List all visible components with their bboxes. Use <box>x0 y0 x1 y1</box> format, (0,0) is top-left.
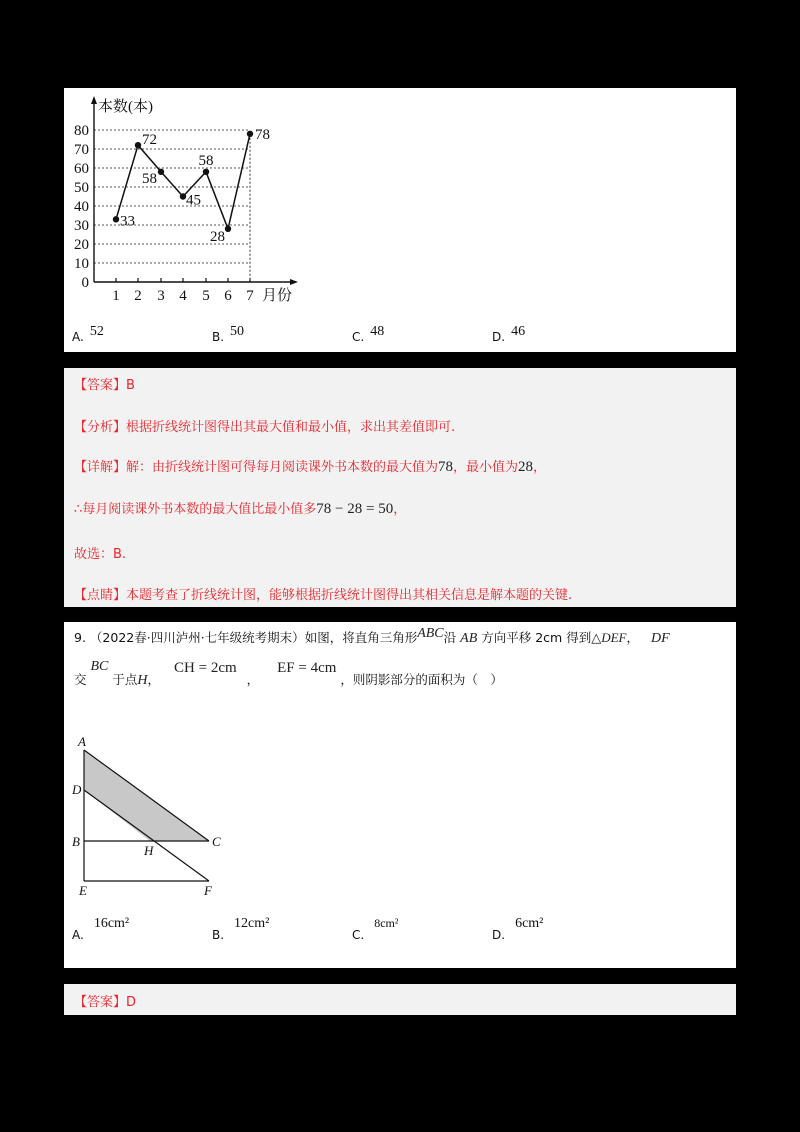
x-tick-label: 5 <box>202 288 210 304</box>
y-tick-label: 0 <box>81 275 89 291</box>
analysis-text: 根据折线统计图得出其最大值和最小值，求出其差值即可. <box>126 420 456 435</box>
answer-line <box>74 374 135 393</box>
x-tick-label: 6 <box>224 288 232 304</box>
data-line <box>116 134 250 229</box>
translation-figure <box>64 730 254 910</box>
detail-text: ， <box>393 502 407 517</box>
option-letter: D. <box>492 928 506 942</box>
segment-df: DF <box>650 631 670 646</box>
x-tick-label: 7 <box>246 288 254 304</box>
option-value: 8cm² <box>374 916 399 930</box>
question-8-answer-panel <box>64 368 736 607</box>
data-label: 33 <box>120 213 135 230</box>
q8-option-a[interactable] <box>72 324 104 346</box>
detail-text: ，最小值为 <box>453 460 519 475</box>
question-text: 交 <box>74 672 87 687</box>
y-tick-label: 80 <box>74 123 89 139</box>
y-tick-label: 20 <box>74 237 89 253</box>
question-number: 9. <box>74 630 86 645</box>
data-label: 28 <box>210 228 225 245</box>
x-tick-label: 3 <box>157 288 165 304</box>
y-tick-label: 70 <box>74 142 89 158</box>
q8-option-c[interactable] <box>352 324 385 346</box>
option-letter: C. <box>352 928 365 942</box>
triangle-def: △DEF <box>591 630 627 645</box>
option-value: 46 <box>511 324 526 339</box>
analysis-label: 【分析】 <box>74 420 127 435</box>
min-value: 28 <box>518 459 534 475</box>
option-value: 6cm² <box>515 916 544 931</box>
option-letter: B. <box>212 928 225 942</box>
question-text: ， <box>626 630 639 645</box>
detail-label: 【详解】 <box>74 460 127 475</box>
x-tick-label: 4 <box>179 288 187 304</box>
data-label: 58 <box>142 170 157 187</box>
segment-bc: BC <box>90 659 109 674</box>
question-9-answer-panel <box>64 984 736 1015</box>
detail-text: 解：由折线统计图可得每月阅读课外书本数的最大值为 <box>126 460 439 475</box>
label-h: H <box>144 843 154 858</box>
y-axis-label: 本数(本) <box>98 99 153 115</box>
question-9-line-1 <box>74 628 670 647</box>
comment-text: 本题考查了折线统计图，能够根据折线统计图得出其相关信息是解本题的关键. <box>126 588 573 603</box>
data-point <box>247 131 253 137</box>
comment-line <box>74 584 572 603</box>
segment-ab: AB <box>460 631 478 646</box>
option-value: 48 <box>370 324 385 339</box>
label-d: D <box>72 782 82 797</box>
question-source: （2022春·四川泸州·七年级统考期末） <box>89 630 305 645</box>
q9-option-b[interactable] <box>212 916 270 944</box>
y-tick-label: 30 <box>74 218 89 234</box>
label-a: A <box>78 734 86 749</box>
option-letter: C. <box>352 330 365 344</box>
x-tick-label: 1 <box>112 288 120 304</box>
label-b: B <box>72 834 80 849</box>
ef-equation: EF = 4cm <box>277 660 337 676</box>
chart-gridlines <box>94 130 250 263</box>
x-axis-arrow-icon <box>290 279 298 285</box>
point-h: H <box>137 673 148 688</box>
data-point <box>158 169 164 175</box>
q9-option-a[interactable] <box>72 916 130 944</box>
data-label: 45 <box>186 192 201 209</box>
y-tick-label: 10 <box>74 256 89 272</box>
option-letter: A. <box>72 330 84 344</box>
difference-equation: 78 − 28 = 50 <box>316 501 394 517</box>
answer-label: 【答案】 <box>74 995 127 1010</box>
y-tick-label: 50 <box>74 180 89 196</box>
option-letter: D. <box>492 330 506 344</box>
data-label: 58 <box>198 152 214 169</box>
data-point <box>113 216 119 222</box>
question-text: 于点 <box>112 672 138 687</box>
answer-line <box>74 991 136 1010</box>
question-text: 方向平移 2cm 得到 <box>481 630 592 645</box>
option-value: 52 <box>89 324 104 339</box>
answer-value: B <box>126 378 135 393</box>
question-8-panel <box>64 88 736 352</box>
data-label: 78 <box>255 126 270 143</box>
label-c: C <box>212 834 221 849</box>
label-f: F <box>204 883 212 898</box>
detail-text: ∴每月阅读课外书本数的最大值比最小值多 <box>74 502 317 517</box>
option-value: 16cm² <box>93 916 130 931</box>
option-value: 50 <box>230 324 245 339</box>
y-tick-label: 60 <box>74 161 89 177</box>
choose-line: 故选：B. <box>74 547 127 562</box>
question-text: ，则阴影部分的面积为（ ） <box>340 672 503 687</box>
question-text: 如图，将直角三角形 <box>304 630 418 645</box>
question-text: 沿 <box>443 630 457 645</box>
option-letter: A. <box>72 928 84 942</box>
answer-label: 【答案】 <box>74 378 127 393</box>
data-label: 72 <box>142 132 157 149</box>
y-axis-arrow-icon <box>91 96 97 104</box>
question-text: ， <box>246 672 260 687</box>
data-point <box>135 142 141 148</box>
detail-line-2 <box>74 498 406 518</box>
y-tick-label: 40 <box>74 199 89 215</box>
max-value: 78 <box>438 459 454 475</box>
x-tick-label: 2 <box>134 288 142 304</box>
option-letter: B. <box>212 330 225 344</box>
option-value: 12cm² <box>234 916 270 931</box>
question-9-line-2 <box>74 659 503 689</box>
answer-value: D <box>126 995 137 1010</box>
x-axis-label: 月份 <box>262 288 293 304</box>
q8-option-b[interactable] <box>212 324 245 346</box>
q8-option-d[interactable] <box>492 324 526 346</box>
q9-option-c[interactable] <box>352 916 399 943</box>
detail-line-1 <box>74 456 546 476</box>
label-e: E <box>79 883 87 898</box>
q9-option-d[interactable] <box>492 916 544 944</box>
triangle-abc: ABC <box>417 626 444 641</box>
question-text: ， <box>147 672 161 687</box>
analysis-line <box>74 416 455 435</box>
comment-label: 【点睛】 <box>74 588 127 603</box>
data-point <box>225 226 231 232</box>
detail-text: ， <box>533 460 547 475</box>
data-point <box>203 169 209 175</box>
y-tick-labels <box>74 123 89 291</box>
question-9-panel <box>64 622 736 968</box>
ch-equation: CH = 2cm <box>174 660 237 676</box>
line-chart <box>64 88 324 313</box>
